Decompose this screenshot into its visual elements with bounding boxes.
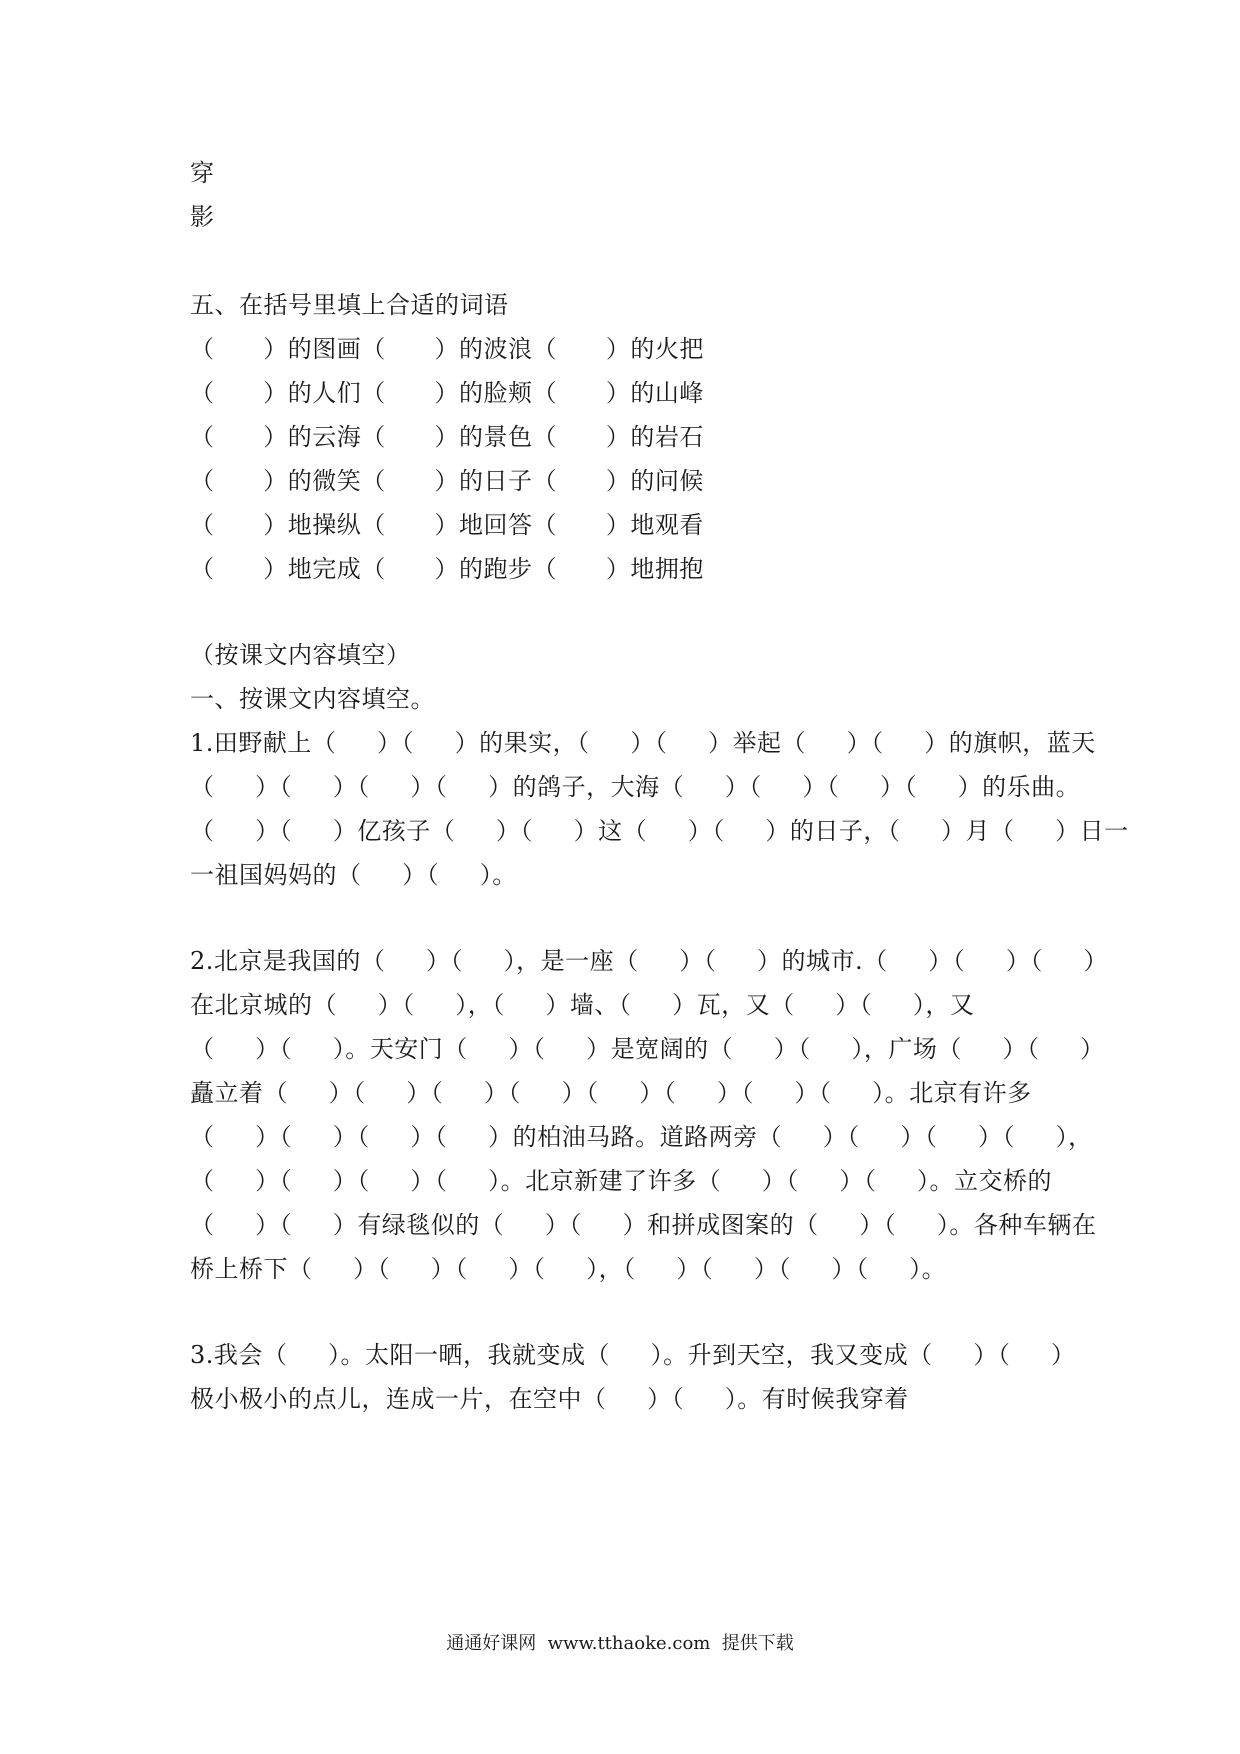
section5-row: （ ）的人们（ ）的脸颊（ ）的山峰 bbox=[190, 379, 704, 407]
footer-credit: 通通好课网 www.tthaoke.com 提供下载 bbox=[446, 1633, 794, 1654]
q2-line: 矗立着（ ）（ ）（ ）（ ）（ ）（ ）（ ）（ ）。北京有许多 bbox=[190, 1079, 1032, 1107]
q1-line: （ ）（ ）（ ）（ ）的鸽子，大海（ ）（ ）（ ）（ ）的乐曲。 bbox=[190, 773, 1081, 801]
q1-line: 一祖国妈妈的（ ）（ ）。 bbox=[190, 861, 517, 889]
q2-line: 在北京城的（ ）（ ），（ ）墙、（ ）瓦，又（ ）（ ），又 bbox=[190, 991, 975, 1019]
q1-line: （ ）（ ）亿孩子（ ）（ ）这（ ）（ ）的日子，（ ）月（ ）日一 bbox=[190, 817, 1129, 845]
section5-title: 五、在括号里填上合适的词语 bbox=[190, 291, 509, 319]
section5-row: （ ）的微笑（ ）的日子（ ）的问候 bbox=[190, 467, 704, 495]
q2-line: 桥上桥下（ ）（ ）（ ）（ ），（ ）（ ）（ ）（ ）。 bbox=[190, 1255, 947, 1283]
fill-subtitle: （按课文内容填空） bbox=[190, 641, 411, 669]
word-ying: 影 bbox=[190, 203, 215, 231]
q2-line: （ ）（ ）（ ）（ ）的柏油马路。道路两旁（ ）（ ）（ ）（ ）， bbox=[190, 1123, 1093, 1151]
q2-line: （ ）（ ）有绿毯似的（ ）（ ）和拼成图案的（ ）（ ）。各种车辆在 bbox=[190, 1211, 1097, 1239]
q3-line: 3.我会（ ）。太阳一晒，我就变成（ ）。升到天空，我又变成（ ）（ ） bbox=[190, 1341, 1076, 1369]
section5-row: （ ）的云海（ ）的景色（ ）的岩石 bbox=[190, 423, 704, 451]
q2-line: （ ）（ ）。天安门（ ）（ ）是宽阔的（ ）（ ），广场（ ）（ ） bbox=[190, 1035, 1105, 1063]
section5-row: （ ）地完成（ ）的跑步（ ）地拥抱 bbox=[190, 555, 704, 583]
q2-line: （ ）（ ）（ ）（ ）。北京新建了许多（ ）（ ）（ ）。立交桥的 bbox=[190, 1167, 1053, 1195]
q1-line: 1.田野献上（ ）（ ）的果实，（ ）（ ）举起（ ）（ ）的旗帜，蓝天 bbox=[190, 729, 1096, 757]
q3-line: 极小极小的点儿，连成一片，在空中（ ）（ ）。有时候我穿着 bbox=[190, 1385, 909, 1413]
section5-row: （ ）地操纵（ ）地回答（ ）地观看 bbox=[190, 511, 704, 539]
word-chuan: 穿 bbox=[190, 159, 215, 187]
fill-heading: 一、按课文内容填空。 bbox=[190, 685, 435, 713]
q2-line: 2.北京是我国的（ ）（ ），是一座（ ）（ ）的城市.（ ）（ ）（ ） bbox=[190, 947, 1109, 975]
section5-row: （ ）的图画（ ）的波浪（ ）的火把 bbox=[190, 335, 704, 363]
